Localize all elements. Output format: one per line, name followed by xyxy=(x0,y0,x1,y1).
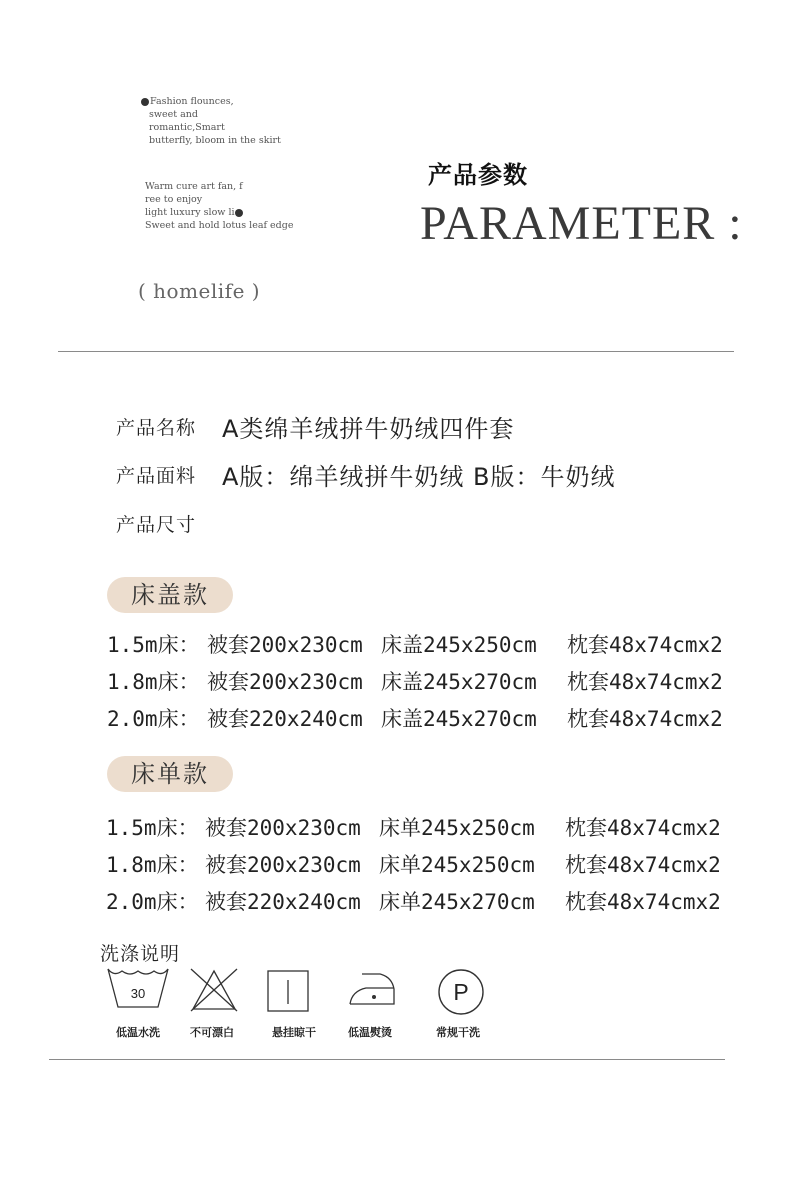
no-bleach-icon xyxy=(189,967,239,1013)
tagline-line: Sweet and hold lotus leaf edge xyxy=(145,220,294,231)
tagline-line: butterfly, bloom in the skirt xyxy=(149,135,281,146)
care-label: 常规干洗 xyxy=(436,1026,480,1039)
care-label: 低温熨烫 xyxy=(348,1026,392,1039)
bullet-dot-icon xyxy=(141,98,149,106)
care-label: 悬挂晾干 xyxy=(272,1026,316,1039)
page-title-cn: 产品参数 xyxy=(428,161,528,189)
size-row xyxy=(107,667,747,697)
tagline-block-2 xyxy=(145,180,293,232)
dry-clean-symbol: P xyxy=(453,979,469,1005)
cover-size: 床盖245x270cm xyxy=(381,670,537,694)
spec-value: A版：绵羊绒拼牛奶绒 B版：牛奶绒 xyxy=(222,463,616,491)
wash-temp: 30 xyxy=(130,986,146,1001)
spec-label: 产品面料 xyxy=(116,465,197,487)
duvet-size: 被套200x230cm xyxy=(207,670,363,694)
tagline-line: ree to enjoy xyxy=(145,194,203,205)
size-row xyxy=(107,630,747,660)
dry-clean-icon xyxy=(437,968,485,1016)
pillow-size: 枕套48x74cmx2 xyxy=(565,890,721,914)
bed-size: 1.8m床： xyxy=(107,670,200,694)
tagline-line: light luxury slow li xyxy=(145,207,235,218)
duvet-size: 被套220x240cm xyxy=(205,890,361,914)
spec-label: 产品名称 xyxy=(116,417,197,439)
page-title-en: PARAMETER : xyxy=(420,197,743,250)
cover-size: 床盖245x250cm xyxy=(381,633,537,657)
iron-low-icon xyxy=(348,971,396,1007)
size-row xyxy=(106,813,746,843)
pillow-size: 枕套48x74cmx2 xyxy=(567,707,723,731)
homelife-label: ( homelife ) xyxy=(138,279,261,303)
divider-bottom xyxy=(49,1059,725,1060)
pillow-size: 枕套48x74cmx2 xyxy=(565,816,721,840)
tagline-line: Warm cure art fan, f xyxy=(145,181,243,192)
tagline-line: Fashion flounces, xyxy=(150,96,234,107)
bed-size: 1.8m床： xyxy=(106,853,199,877)
section-pill-bedsheet: 床单款 xyxy=(107,756,233,792)
care-label: 低温水洗 xyxy=(116,1026,160,1039)
cover-size: 床单245x270cm xyxy=(379,890,535,914)
duvet-size: 被套220x240cm xyxy=(207,707,363,731)
duvet-size: 被套200x230cm xyxy=(207,633,363,657)
wash-instructions-title: 洗涤说明 xyxy=(100,943,181,965)
tagline-block-1 xyxy=(141,95,281,147)
bed-size: 2.0m床： xyxy=(106,890,199,914)
divider-top xyxy=(58,351,734,352)
hang-dry-icon xyxy=(267,970,309,1012)
bed-size: 2.0m床： xyxy=(107,707,200,731)
cover-size: 床单245x250cm xyxy=(379,816,535,840)
spec-label: 产品尺寸 xyxy=(116,514,197,536)
size-row xyxy=(106,850,746,880)
cover-size: 床盖245x270cm xyxy=(381,707,537,731)
duvet-size: 被套200x230cm xyxy=(205,816,361,840)
care-label: 不可漂白 xyxy=(190,1026,234,1039)
wash-30-icon xyxy=(106,967,170,1011)
size-row xyxy=(106,887,746,917)
duvet-size: 被套200x230cm xyxy=(205,853,361,877)
pillow-size: 枕套48x74cmx2 xyxy=(567,633,723,657)
pillow-size: 枕套48x74cmx2 xyxy=(567,670,723,694)
bullet-dot-icon xyxy=(235,209,243,217)
size-row xyxy=(107,704,747,734)
pillow-size: 枕套48x74cmx2 xyxy=(565,853,721,877)
bed-size: 1.5m床： xyxy=(107,633,200,657)
tagline-line: romantic,Smart xyxy=(149,122,225,133)
spec-value: A类绵羊绒拼牛奶绒四件套 xyxy=(222,415,515,443)
section-pill-bedcover: 床盖款 xyxy=(107,577,233,613)
tagline-line: sweet and xyxy=(149,109,198,120)
bed-size: 1.5m床： xyxy=(106,816,199,840)
cover-size: 床单245x250cm xyxy=(379,853,535,877)
